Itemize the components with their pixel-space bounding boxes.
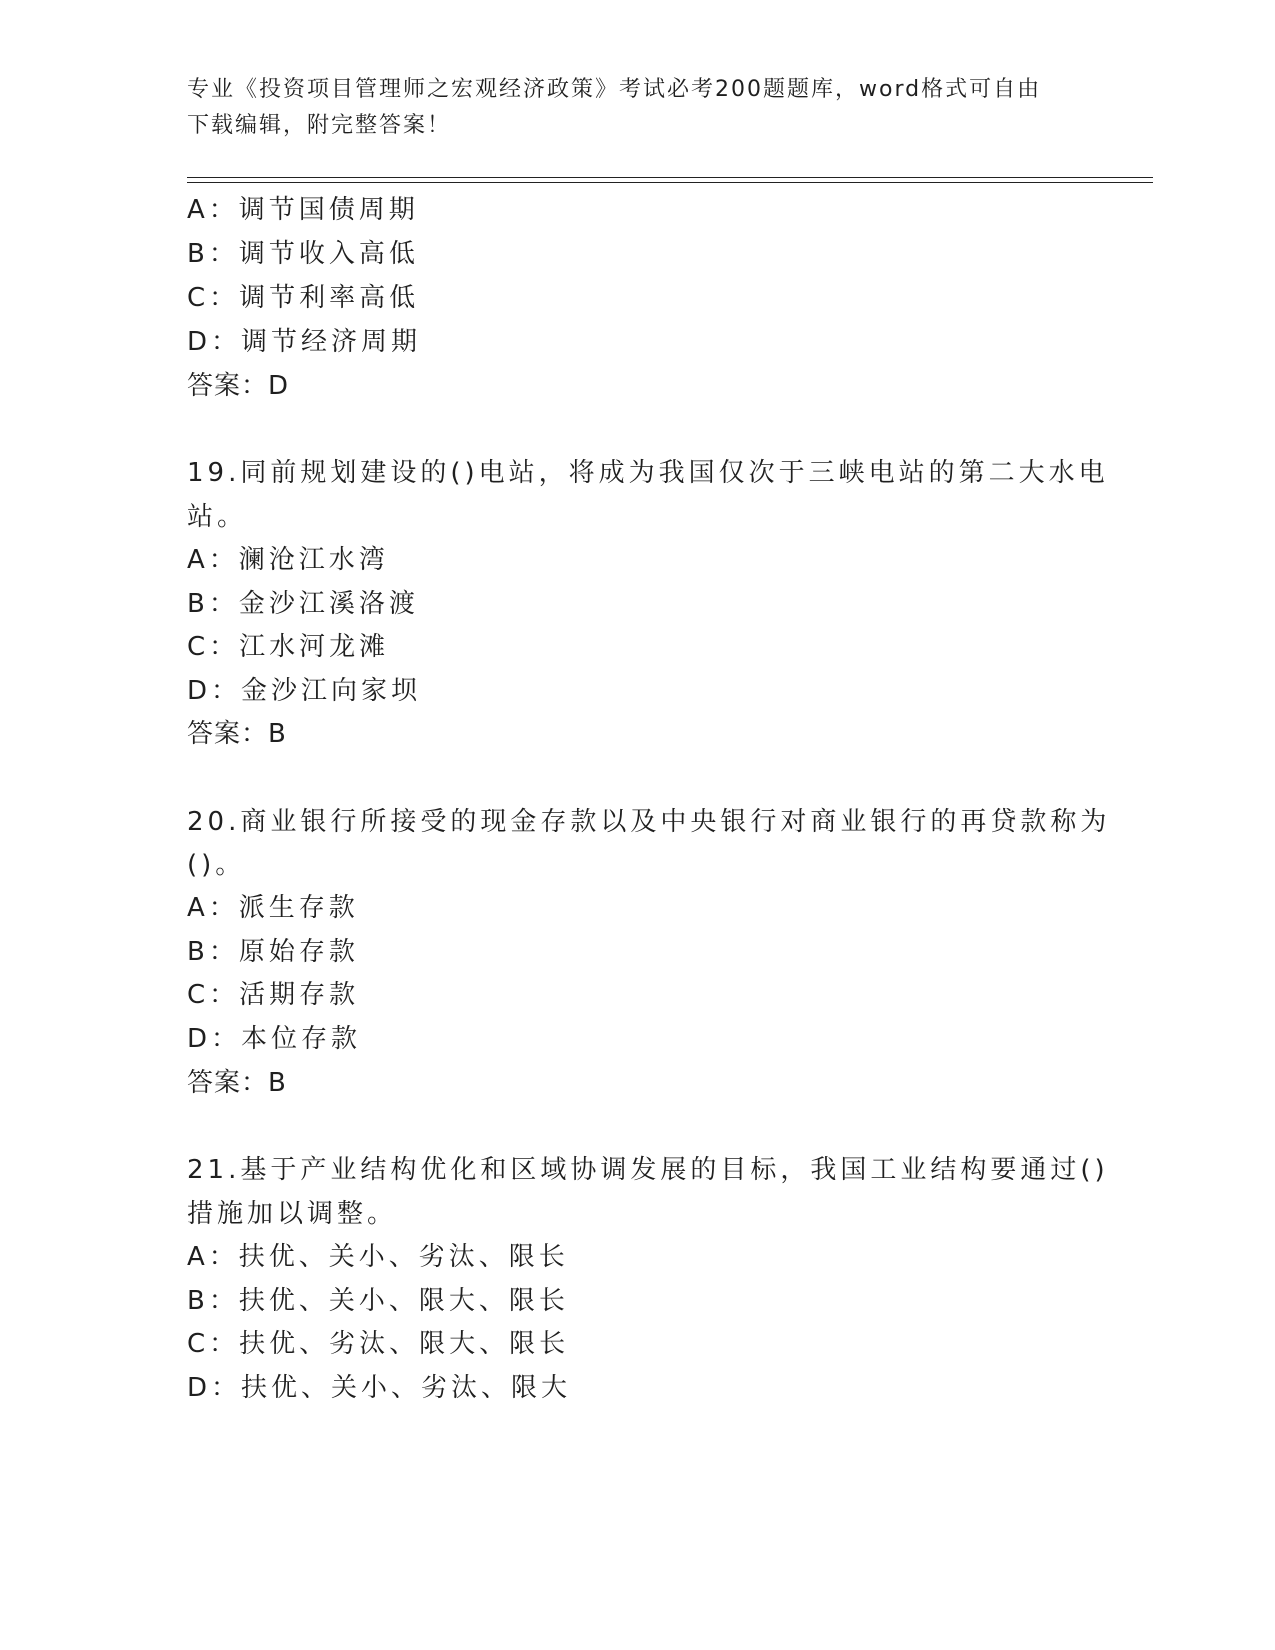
q20-option-b: B：原始存款 (187, 937, 359, 967)
q18-option-b: B：调节收入高低 (187, 239, 419, 269)
q18-answer-label: 答案： (187, 371, 269, 401)
q18-answer (187, 370, 289, 402)
q21-stem-line-2: 措施加以调整。 (187, 1199, 398, 1229)
q20-option-d: D：本位存款 (187, 1024, 362, 1054)
header-line-2: 下载编辑，附完整答案！ (187, 113, 452, 138)
q19-option-a: A：澜沧江水湾 (187, 545, 389, 575)
q19-stem-line-2: 站。 (187, 502, 248, 532)
q19-stem-line-1: 19.同前规划建设的()电站，将成为我国仅次于三峡电站的第二大水电 (187, 458, 1109, 488)
q20-option-a: A：派生存款 (187, 893, 359, 923)
header-line-1: 专业《投资项目管理师之宏观经济政策》考试必考200题题库，word格式可自由 (187, 77, 1042, 102)
q21-option-a: A：扶优、关小、劣汰、限长 (187, 1242, 569, 1272)
q19-answer-value: B (268, 719, 287, 749)
q18-option-d: D：调节经济周期 (187, 327, 422, 357)
q21-stem-line-1: 21.基于产业结构优化和区域协调发展的目标，我国工业结构要通过() (187, 1155, 1109, 1185)
header-divider-bottom (187, 182, 1153, 183)
q19-answer-label: 答案： (187, 719, 269, 749)
q19-option-b: B：金沙江溪洛渡 (187, 589, 419, 619)
q20-stem-line-1: 20.商业银行所接受的现金存款以及中央银行对商业银行的再贷款称为 (187, 807, 1111, 837)
q20-answer-label: 答案： (187, 1068, 269, 1098)
q18-option-c: C：调节利率高低 (187, 283, 420, 313)
q20-answer-value: B (268, 1068, 287, 1098)
q21-option-d: D：扶优、关小、劣汰、限大 (187, 1373, 572, 1403)
q19-option-d: D：金沙江向家坝 (187, 676, 422, 706)
q18-answer-value: D (268, 371, 290, 401)
q20-option-c: C：活期存款 (187, 980, 360, 1010)
q18-option-a: A：调节国债周期 (187, 195, 419, 225)
q19-option-c: C：江水河龙滩 (187, 632, 390, 662)
q21-option-c: C：扶优、劣汰、限大、限长 (187, 1329, 570, 1359)
q21-option-b: B：扶优、关小、限大、限长 (187, 1286, 569, 1316)
document-header (187, 72, 1067, 144)
header-divider-top (187, 177, 1153, 178)
q19-answer (187, 718, 287, 750)
q20-answer (187, 1067, 287, 1099)
q20-stem-line-2: ()。 (187, 850, 246, 880)
